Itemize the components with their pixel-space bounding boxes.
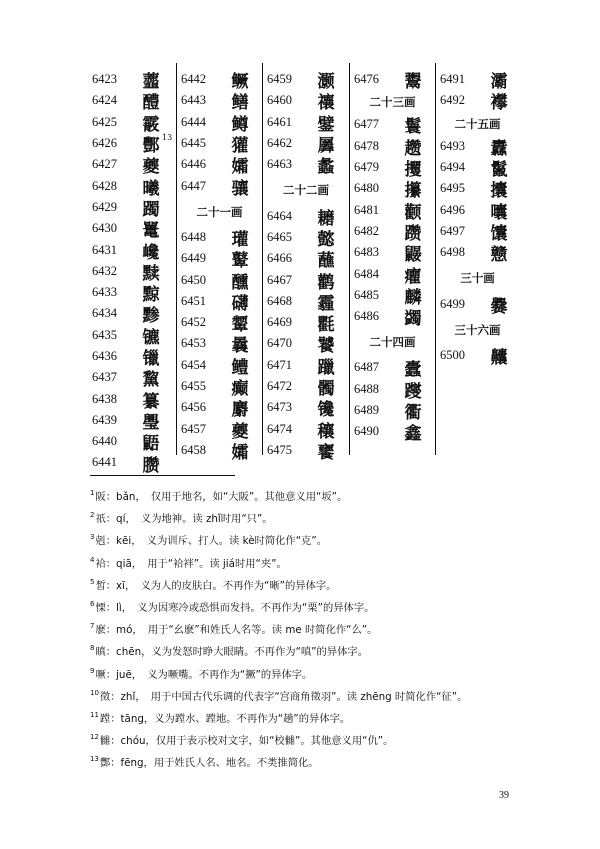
entry-character: 羼	[317, 136, 335, 157]
footnote	[90, 595, 530, 617]
table-row	[177, 112, 262, 133]
table-row	[177, 154, 262, 178]
entry-number: 6494	[440, 160, 465, 175]
entry-number: 6447	[181, 178, 206, 193]
entry-number: 6466	[267, 251, 292, 266]
table-row	[263, 291, 349, 312]
entry-number: 6441	[92, 455, 117, 470]
table-row	[90, 367, 176, 391]
entry-character: 蠡	[317, 157, 335, 178]
entry-number: 6480	[354, 181, 379, 196]
entry-character: 黩	[142, 263, 160, 284]
page-number: 39	[499, 790, 509, 801]
entry-number: 6483	[354, 245, 379, 260]
entry-number: 6477	[354, 117, 379, 132]
entry-character: 璺	[142, 412, 160, 433]
table-row	[350, 400, 435, 424]
entry-character: 躜	[404, 223, 422, 244]
entry-character: 麝	[231, 400, 249, 421]
entry-character: 躞	[404, 381, 422, 402]
footnote	[90, 617, 530, 639]
entry-number: 6485	[354, 287, 379, 302]
table-row	[177, 376, 262, 400]
table-row	[177, 312, 262, 336]
entry-character: 鳜	[231, 72, 249, 93]
table-row	[263, 355, 349, 376]
entry-number: 6443	[181, 93, 206, 108]
entry-number: 6459	[267, 72, 292, 87]
entry-character: 躅	[142, 199, 160, 220]
entry-character: 攥	[404, 181, 422, 202]
footnote-number: 9	[90, 666, 95, 675]
footnote-number: 10	[90, 688, 99, 697]
entry-number: 6449	[181, 251, 206, 266]
table-row	[436, 199, 519, 223]
entry-number: 6476	[354, 72, 379, 87]
table-row	[263, 248, 349, 272]
entry-character: 麟	[404, 287, 422, 308]
entry-number: 6429	[92, 199, 117, 214]
entry-character: 鼙	[231, 251, 249, 272]
footnote	[90, 728, 530, 750]
table-row	[177, 355, 262, 376]
entry-character: 镵	[317, 400, 335, 421]
table-row	[90, 69, 176, 93]
entry-number: 6432	[92, 263, 117, 278]
entry-number: 6428	[92, 178, 117, 193]
table-column-5	[435, 63, 519, 455]
table-row	[263, 112, 349, 133]
entry-number: 6496	[440, 202, 465, 217]
table-row	[350, 136, 435, 157]
entry-character: 醺	[231, 272, 249, 293]
table-row	[436, 90, 519, 114]
entry-character: 齉	[490, 347, 508, 368]
entry-character: 鹳	[317, 272, 335, 293]
stroke-count-heading: 三十画	[460, 271, 495, 286]
entry-number: 6434	[92, 306, 117, 321]
entry-number: 6472	[267, 379, 292, 393]
entry-character: 酆	[142, 136, 160, 157]
footnote-text: 蹚：tāng，义为蹚水、蹚地。不再作为“趟”的异体字。	[99, 713, 351, 726]
entry-character: 攫	[404, 160, 422, 181]
entry-character: 礴	[231, 293, 249, 314]
table-row	[177, 133, 262, 157]
table-row	[350, 263, 435, 287]
table-column-1	[90, 63, 176, 476]
entry-character: 懿	[317, 229, 335, 250]
footnote	[90, 662, 530, 684]
footnote-text: 徵：zhǐ， 用于中国古代乐调的代表字“宫商角徵羽”。读 zhēng 时简化作“征”。	[99, 690, 468, 703]
table-row	[90, 410, 176, 431]
footnote-text: 袷：qiā， 用于“袷袢”。读 jiá时用“夹”。	[95, 557, 287, 570]
entry-character: 鬣	[490, 160, 508, 181]
stroke-count-heading: 二十二画	[283, 183, 329, 198]
table-row	[350, 242, 435, 266]
table-row	[436, 157, 519, 181]
stroke-count-heading: 二十五画	[454, 116, 501, 131]
table-row	[177, 418, 262, 442]
entry-character: 鳝	[231, 93, 249, 114]
table-row	[90, 112, 176, 133]
footnote-number: 7	[90, 622, 95, 631]
table-row	[90, 239, 176, 263]
entry-number: 6446	[181, 157, 206, 172]
entry-number: 6462	[267, 136, 292, 151]
entry-number: 6497	[440, 223, 465, 238]
footnote	[90, 528, 530, 550]
entry-character: 鼯	[142, 434, 160, 455]
entry-character: 曩	[231, 336, 249, 357]
footnote-number: 12	[90, 733, 99, 742]
entry-character: 鐾	[317, 114, 335, 135]
table-row	[263, 418, 349, 442]
footnote-text: 噘：juē， 义为噘嘴。不再作为“撅”的异体字。	[95, 668, 313, 681]
entry-number: 6499	[440, 296, 465, 311]
entry-character: 夔	[231, 421, 249, 442]
table-row	[90, 325, 176, 346]
table-column-2	[176, 63, 262, 463]
entry-number: 6479	[354, 160, 379, 175]
table-row	[350, 285, 435, 306]
entry-character: 氍	[317, 315, 335, 336]
table-row	[436, 69, 519, 93]
entry-character: 蘸	[317, 251, 335, 272]
entry-number: 6448	[181, 229, 206, 244]
table-row	[350, 69, 435, 93]
entry-number: 6453	[181, 336, 206, 351]
table-row	[263, 269, 349, 293]
table-row	[263, 397, 349, 421]
table-row	[90, 90, 176, 114]
entry-character: 黧	[142, 370, 160, 391]
entry-character: 癯	[404, 266, 422, 287]
footnote-number: 5	[90, 577, 95, 586]
entry-number: 6481	[354, 202, 379, 217]
entry-character: 镴	[142, 349, 160, 370]
entry-character: 饔	[317, 442, 335, 463]
table-column-3	[262, 63, 349, 463]
entry-number: 6468	[267, 293, 292, 308]
entry-number: 6471	[267, 357, 292, 372]
character-table	[90, 63, 519, 476]
entry-character: 镳	[142, 327, 160, 348]
entry-character: 髑	[317, 379, 335, 400]
entry-number: 6433	[92, 285, 117, 300]
entry-character: 黪	[142, 306, 160, 327]
footnote	[90, 639, 530, 661]
entry-character: 鼍	[142, 221, 160, 242]
table-row	[90, 346, 176, 370]
table-row	[436, 136, 519, 157]
footnote-text: 慄：lì， 义为因寒冷或恐惧而发抖。不再作为“栗”的异体字。	[95, 602, 375, 615]
entry-character: 禳	[317, 93, 335, 114]
entry-character: 黥	[142, 285, 160, 306]
entry-character: 蠲	[404, 309, 422, 330]
table-row	[263, 376, 349, 400]
table-row	[90, 388, 176, 412]
footnote-text: 雠：chóu，仅用于表示校对文字，如“校雠”。其他意义用“仇”。	[99, 735, 394, 748]
entry-number: 6498	[440, 245, 465, 260]
entry-character: 蠹	[404, 360, 422, 381]
table-row	[436, 242, 519, 266]
entry-character: 躐	[317, 357, 335, 378]
table-row	[350, 157, 435, 181]
entry-number: 6461	[267, 114, 292, 129]
entry-number: 6450	[181, 272, 206, 287]
entry-character: 鳢	[231, 357, 249, 378]
footnote	[90, 750, 530, 772]
entry-number: 6493	[440, 138, 465, 153]
footnote-number: 6	[90, 600, 95, 609]
entry-number: 6492	[440, 93, 465, 108]
footnote-text: 瞋：chēn，义为发怒时睁大眼睛。不再作为“嗔”的异体字。	[95, 646, 369, 659]
entry-character: 灏	[317, 72, 335, 93]
entry-number: 6500	[440, 347, 465, 362]
entry-character: 纛	[490, 138, 508, 159]
table-row	[350, 379, 435, 400]
footnote	[90, 484, 530, 506]
stroke-count-heading: 二十一画	[196, 204, 243, 219]
entry-character: 戆	[490, 245, 508, 266]
entry-character: 穰	[317, 421, 335, 442]
stroke-count-heading: 三十六画	[454, 322, 501, 337]
table-row	[263, 69, 349, 93]
entry-number: 6467	[267, 272, 292, 287]
entry-number: 6427	[92, 157, 117, 172]
table-row	[177, 397, 262, 421]
entry-character: 颧	[404, 202, 422, 223]
entry-number: 6465	[267, 229, 292, 244]
table-row	[263, 333, 349, 357]
footnote-number: 11	[90, 711, 99, 720]
entry-number: 6474	[267, 421, 292, 436]
table-row	[350, 178, 435, 202]
entry-number: 6487	[354, 360, 379, 375]
entry-number: 6423	[92, 72, 117, 87]
table-row	[90, 303, 176, 327]
footnote-number: 13	[90, 755, 99, 764]
footnote-text: 祇：qí， 义为地神。读 zhǐ时用“只”。	[95, 513, 273, 526]
entry-number: 6488	[354, 381, 379, 396]
entry-character: 虀	[142, 72, 160, 93]
table-row	[90, 197, 176, 218]
table-row	[436, 221, 519, 242]
table-row	[90, 132, 176, 157]
entry-character: 瓘	[231, 229, 249, 250]
entry-character: 颦	[231, 315, 249, 336]
table-row	[350, 306, 435, 330]
entry-character: 骧	[231, 178, 249, 199]
entry-character: 鳟	[231, 114, 249, 135]
entry-number: 6460	[267, 93, 292, 108]
footnote	[90, 551, 530, 573]
table-row	[90, 154, 176, 178]
entry-number: 6451	[181, 293, 206, 308]
table-row	[90, 218, 176, 242]
table-row	[90, 431, 176, 455]
table-row	[350, 221, 435, 242]
entry-number: 6444	[181, 114, 206, 129]
table-row	[177, 291, 262, 312]
table-row	[263, 154, 349, 178]
entry-character: 鬟	[404, 117, 422, 138]
entry-number: 6463	[267, 157, 292, 172]
entry-number: 6495	[440, 181, 465, 196]
table-row	[177, 90, 262, 114]
table-row	[263, 227, 349, 248]
entry-character: 衢	[404, 403, 422, 424]
footnote	[90, 573, 530, 595]
entry-number: 6457	[181, 421, 206, 436]
footnote-rule	[90, 475, 235, 476]
entry-number: 6490	[354, 424, 379, 439]
table-row	[177, 175, 262, 199]
table-row	[263, 440, 349, 461]
entry-number: 6437	[92, 370, 117, 385]
entry-number: 6435	[92, 327, 117, 342]
footnote-number: 2	[90, 511, 95, 520]
entry-character: 爨	[490, 296, 508, 317]
entry-character: 癫	[231, 379, 249, 400]
entry-number: 6425	[92, 114, 117, 129]
entry-character: 趱	[404, 138, 422, 159]
table-column-4	[349, 63, 435, 455]
entry-character: 饕	[317, 336, 335, 357]
entry-character: 鑫	[404, 424, 422, 445]
entry-number: 6438	[92, 391, 117, 406]
entry-number: 6455	[181, 379, 206, 393]
table-row	[177, 440, 262, 461]
footnote	[90, 506, 530, 528]
entry-number: 6431	[92, 242, 117, 257]
entry-number: 6464	[267, 208, 292, 223]
entry-number: 6456	[181, 400, 206, 415]
stroke-count-heading: 二十三画	[369, 95, 416, 110]
entry-number: 6482	[354, 223, 379, 238]
entry-character: 鼹	[404, 245, 422, 266]
footnote-text: 酆：fēng，用于姓氏人名、地名。不类推简化。	[99, 757, 319, 770]
entry-character: 鬻	[404, 72, 422, 93]
table-row	[350, 421, 435, 445]
entry-number: 6491	[440, 72, 465, 87]
entry-number: 6426	[92, 136, 117, 151]
entry-number: 6454	[181, 357, 206, 372]
entry-number: 6440	[92, 434, 117, 449]
entry-number: 6442	[181, 72, 206, 87]
entry-character: 纂	[142, 391, 160, 412]
stroke-count-heading: 二十四画	[369, 335, 416, 350]
footnote-marker: 13	[162, 132, 173, 142]
table-row	[90, 175, 176, 199]
entry-character: 襻	[490, 93, 508, 114]
entry-character: 霰	[142, 114, 160, 135]
entry-number: 6458	[181, 442, 206, 457]
entry-character: 醴	[142, 93, 160, 114]
table-row	[177, 227, 262, 248]
footnote-number: 8	[90, 644, 95, 653]
table-row	[90, 452, 176, 476]
table-row	[263, 205, 349, 229]
table-row	[177, 269, 262, 293]
entry-number: 6489	[354, 403, 379, 417]
footnote-text: 阪：bǎn， 仅用于地名，如“大阪”。其他意义用“坂”。	[95, 491, 348, 503]
entry-character: 囔	[490, 202, 508, 223]
footnote-number: 1	[90, 489, 95, 497]
entry-character: 孀	[231, 157, 249, 178]
entry-character: 曦	[142, 178, 160, 199]
table-row	[436, 345, 519, 366]
table-row	[350, 114, 435, 138]
entry-number: 6439	[92, 412, 117, 427]
table-row	[263, 90, 349, 114]
footnote-number: 4	[90, 555, 95, 564]
table-row	[263, 312, 349, 336]
table-row	[177, 333, 262, 357]
table-row	[350, 199, 435, 223]
footnote-text: 麽：mó， 用于“幺麽”和姓氏人名等。读 me 时简化作“么”。	[95, 624, 378, 637]
entry-character: 巉	[142, 242, 160, 263]
footnote-text: 剋：kēi， 义为训斥、打人。读 kè时简化作“克”。	[95, 535, 327, 548]
entry-character: 霾	[317, 293, 335, 314]
table-row	[436, 178, 519, 202]
table-row	[90, 261, 176, 282]
entry-number: 6430	[92, 221, 117, 236]
entry-number: 6424	[92, 93, 117, 108]
table-row	[436, 293, 519, 317]
entry-number: 6436	[92, 349, 117, 363]
entry-number: 6469	[267, 315, 292, 330]
entry-character: 孀	[231, 442, 249, 463]
footnote	[90, 706, 530, 728]
entry-number: 6475	[267, 442, 292, 457]
footnote-text: 皙：xī， 义为人的皮肤白。不再作为“晰”的异体字。	[95, 579, 337, 592]
entry-character: 灞	[490, 72, 508, 93]
entry-character: 馕	[490, 223, 508, 244]
table-row	[177, 248, 262, 272]
entry-number: 6486	[354, 309, 379, 324]
table-row	[263, 133, 349, 157]
entry-number: 6470	[267, 336, 292, 351]
entry-number: 6484	[354, 266, 379, 281]
footnotes	[90, 484, 530, 773]
entry-number: 6445	[181, 136, 206, 151]
entry-number: 6478	[354, 138, 379, 153]
entry-character: 臜	[142, 455, 160, 476]
entry-character: 獾	[231, 136, 249, 157]
entry-character: 夔	[142, 157, 160, 178]
entry-number: 6452	[181, 315, 206, 330]
table-row	[90, 282, 176, 306]
table-row	[177, 69, 262, 93]
table-row	[350, 357, 435, 381]
entry-character: 耱	[317, 208, 335, 229]
entry-character: 攮	[490, 181, 508, 202]
footnote	[90, 684, 530, 706]
entry-number: 6473	[267, 400, 292, 415]
footnote-number: 3	[90, 533, 95, 542]
